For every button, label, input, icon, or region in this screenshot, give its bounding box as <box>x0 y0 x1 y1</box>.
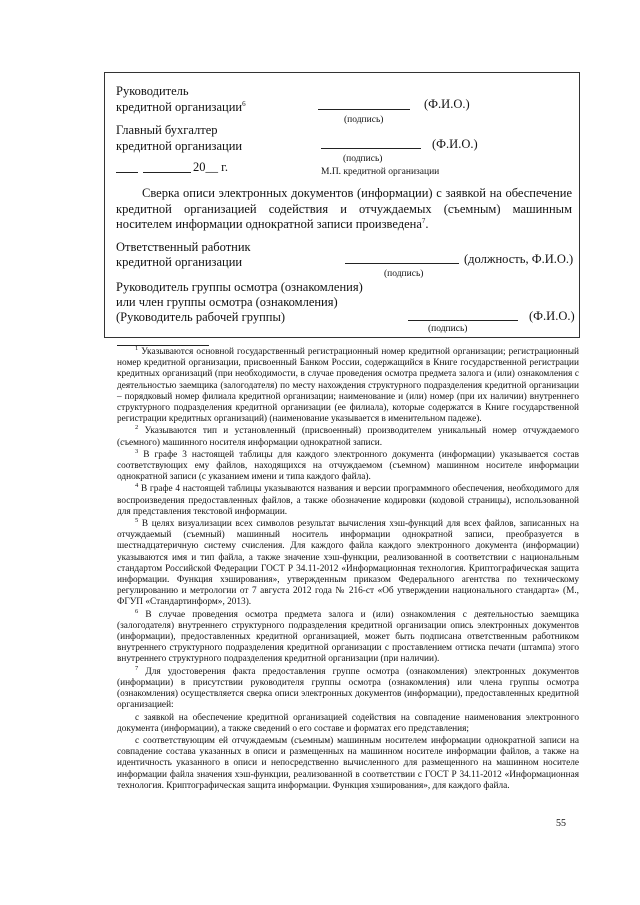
head-label-line2: кредитной организации$^6$ <box>116 99 246 114</box>
footnotes <box>117 344 580 793</box>
head-fio: (Ф.И.О.) <box>424 97 470 111</box>
head-label-line1: Руководитель <box>116 84 189 98</box>
head-sign-caption: (подпись) <box>344 115 384 125</box>
footnote-separator <box>117 345 209 346</box>
seal-caption: М.П. кредитной организации <box>321 167 440 177</box>
footnote-1: $^1$ Указываются основной государственный регистрационный номер кредитной организации; регистрационный номер кредитной организации, присвоенный Банком России, содержащийся в Книге государственной регистрации кредитных организаций (при необходимости, в случае проведения осмотра предмета залога и (или) ознакомления с деятельностью заемщика (залогодателя) по месту нахождения структурного подразделения кредитной организации – порядковый номер филиала кредитной организации; наименование и (или) номер (при их наличии) внутреннего структурного подразделения кредитной организации (ее филиала), которые содержатся в Книге государственной регистрации кредитных организаций) (наименование указывается в именительном падеже). <box>117 344 580 425</box>
inspection-label-line3: (Руководитель рабочей группы) <box>116 310 286 324</box>
footnote-ref-7: 7 <box>421 216 426 225</box>
inspection-label-line2: или член группы осмотра (ознакомления) <box>116 295 338 309</box>
reconciliation-statement: Сверка описи электронных документов (информации) с заявкой на обеспечение кредитной организацией содействия и отчуждаемых (съемным) машинным носителем информации однократной записи произведена$^7$. <box>116 186 572 231</box>
inspection-sign-caption: (подпись) <box>428 324 468 334</box>
inspection-fio: (Ф.И.О.) <box>529 309 575 323</box>
footnote-6: $^6$ В случае проведения осмотра предмета залога и (или) ознакомления с деятельностью заемщика (залогодателя) внутреннего структурного подразделения кредитной организации опись электронных документов (информации), предоставленных кредитной организацией, может быть подписана ответственным работником внутреннего структурного подразделения кредитной организации с проставлением оттиска печати (штампа) этого внутреннего структурного подразделения кредитной организации (при наличии). <box>117 607 579 665</box>
accountant-label-line2: кредитной организации <box>116 139 243 153</box>
responsible-signature-line <box>345 263 459 264</box>
footnote-3: $^3$ В графе 3 настоящей таблицы для каждого электронного документа (информации) указывается состав соответствующих ему файлов, находящихся на отчуждаемом (съемном) машинном носителе информации однократной записи (с указанием имени и типа каждого файла). <box>117 447 579 483</box>
footnote-7: $^7$ Для удостоверения факта предоставления группе осмотра (ознакомления) электронных документов (информации) в присутствии руководителя группы осмотра (ознакомления) или члена группы осмотра (ознакомления) осуществляется сверка описи электронных документов (информации), предоставленных кредитной организацией: <box>117 664 580 711</box>
accountant-sign-caption: (подпись) <box>343 154 383 164</box>
responsible-sign-caption: (подпись) <box>384 269 424 279</box>
responsible-label-line1: Ответственный работник <box>116 240 251 254</box>
inspection-label-line1: Руководитель группы осмотра (ознакомления) <box>116 280 363 294</box>
footnote-5: $^5$ В целях визуализации всех символов результат вычисления хэш-функций для всех файлов, записанных на отчуждаемый (съемный) машинный носитель информации однократной записи, преобразуется в шестнадцатеричную систему счисления. Для каждого файла каждого электронного документа (информации) указываются имя и тип файла, а также значение хэш-функции, реализованной в соответствии с национальным стандартом Российской Федерации ГОСТ Р 34.11-2012 «Информационная технология. Криптографическая защита информации. Функция хэширования», утвержденным приказом Федерального агентства по техническому регулированию и метрологии от 7 августа 2012 года № 216-ст «Об утверждении национального стандарта» (М., ФГУП «Стандартинформ», 2013). <box>117 516 579 608</box>
accountant-fio: (Ф.И.О.) <box>432 137 478 151</box>
footnote-7-item-1: с заявкой на обеспечение кредитной организацией содействия на совпадение наименования электронного документа (информации), а также сведений о его составе и форматах его представления; <box>117 712 579 734</box>
footnote-ref-6: 6 <box>242 99 246 108</box>
page-number: 55 <box>556 818 566 829</box>
date-year: 20__ г. <box>193 160 228 174</box>
inspection-signature-line <box>408 320 518 321</box>
footnote-4: $^4$ В графе 4 настоящей таблицы указываются названия и версии программного обеспечения, необходимого для воспроизведения предоставленных файлов, а также обозначение кодировки (кодовой страницы), использованной для представления текстовой информации. <box>117 482 580 517</box>
head-signature-line <box>318 109 410 110</box>
responsible-position-fio: (должность, Ф.И.О.) <box>464 252 574 266</box>
footnote-2: $^2$ Указываются тип и установленный (присвоенный) производителем уникальный номер отчуждаемого (съемного) машинного носителя информации однократной записи. <box>117 424 579 448</box>
accountant-signature-line <box>321 148 421 149</box>
accountant-label-line1: Главный бухгалтер <box>116 123 218 137</box>
responsible-label-line2: кредитной организации <box>116 255 243 269</box>
date-day-line <box>116 172 138 173</box>
date-month-line <box>143 172 191 173</box>
footnote-7-item-2: с соответствующим ей отчуждаемым (съемным) машинным носителем информации однократной записи на совпадение состава указанных в описи и размещенных на машинном носителе информации файлов, а также на идентичность указанного в описи и непосредственно вычисленного для размещенного на машинном носителе информации файла значения хэш-функции, реализованной в соответствии с ГОСТ Р 34.11-2012 «Информационная технология. Криптографическая защита информации. Функция хэширования», для каждого файла. <box>117 735 579 791</box>
